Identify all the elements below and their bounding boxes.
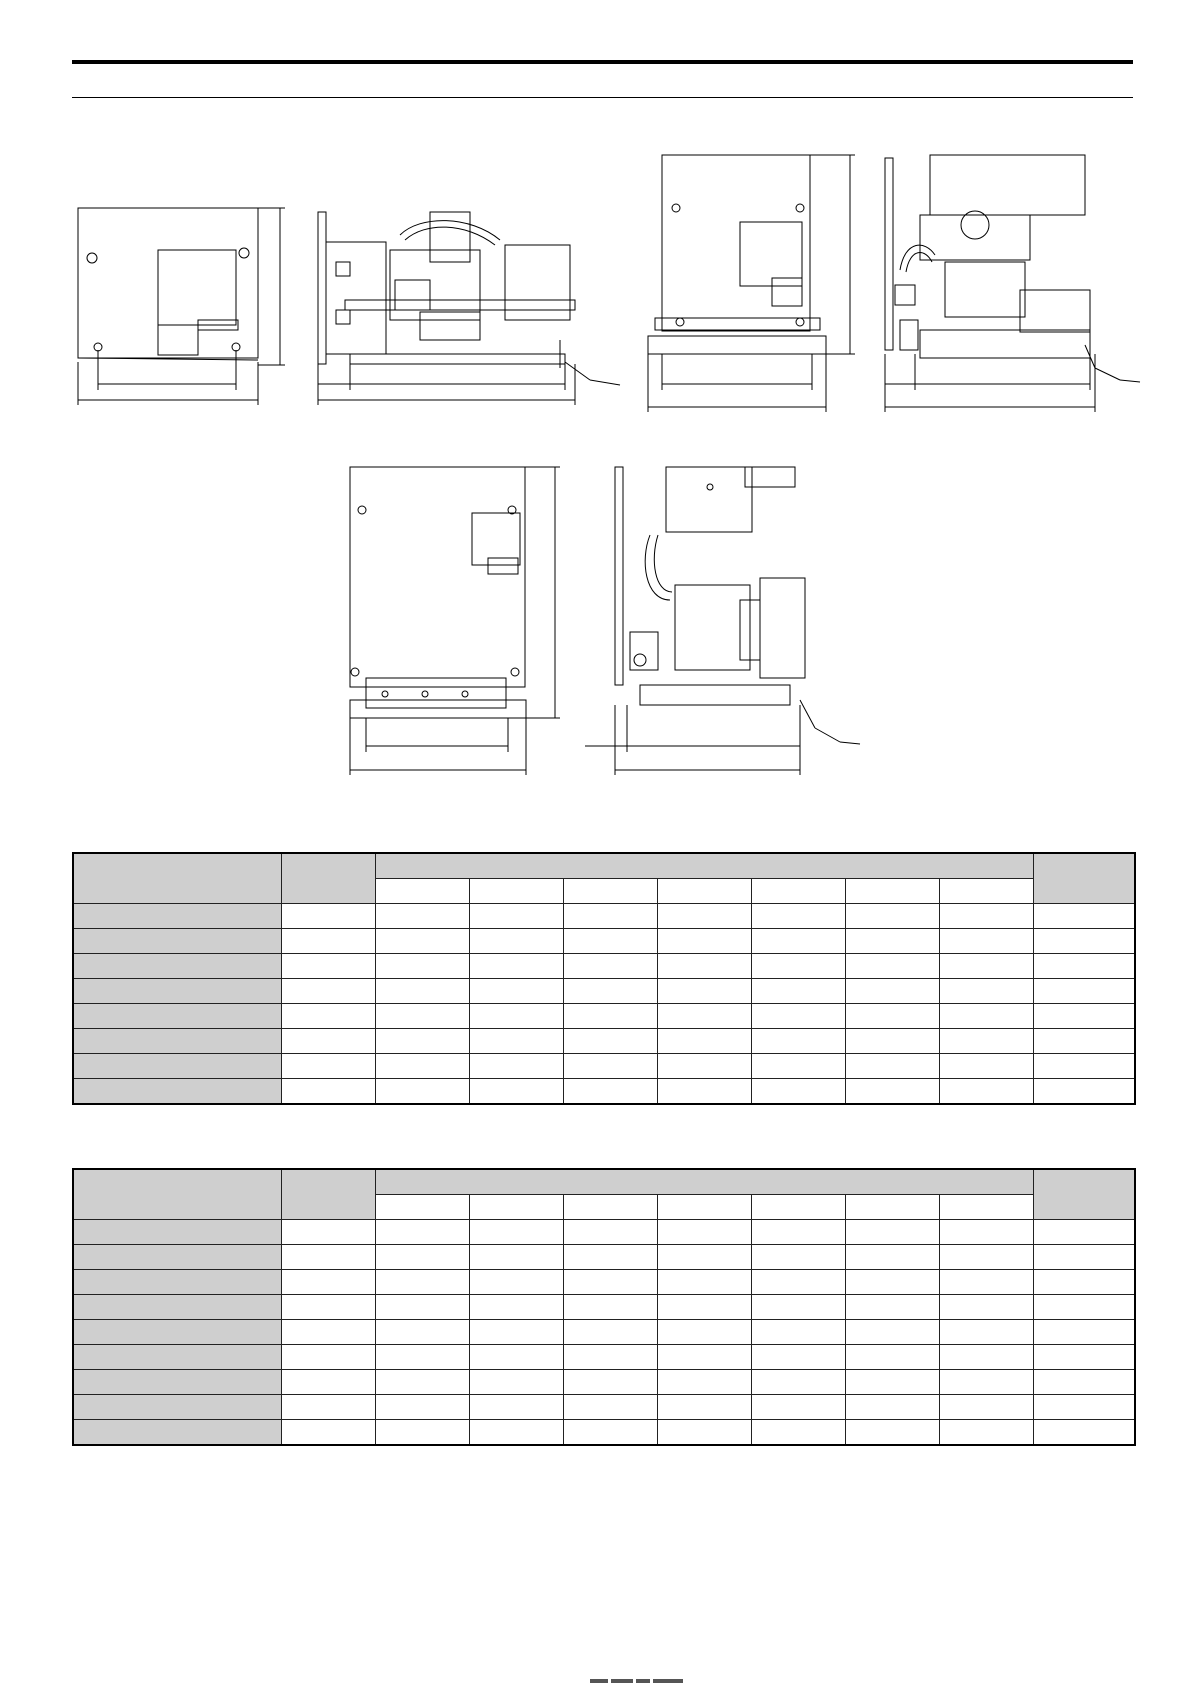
table-row	[73, 904, 1135, 929]
header-dim-1	[375, 879, 469, 904]
dimension-table-1	[72, 852, 1136, 1105]
table-row	[73, 1395, 1135, 1420]
header-dim-7	[939, 1195, 1033, 1220]
header-dimensions	[375, 853, 1033, 879]
header-figure	[281, 853, 375, 904]
header-figure	[281, 1169, 375, 1220]
reactor-large-front-view	[350, 467, 560, 775]
table-row	[73, 1220, 1135, 1245]
reactor-small-side-view	[318, 212, 620, 405]
table-row	[73, 1420, 1135, 1446]
header-dim-5	[751, 879, 845, 904]
table-row	[73, 1054, 1135, 1079]
header-dim-4	[657, 879, 751, 904]
table-row	[73, 954, 1135, 979]
header-weight	[1033, 853, 1135, 904]
header-dim-3	[563, 879, 657, 904]
header-dim-6	[845, 879, 939, 904]
header-model	[73, 853, 281, 904]
header-dim-1	[375, 1195, 469, 1220]
table-row	[73, 1295, 1135, 1320]
table-row	[73, 1029, 1135, 1054]
dimension-drawings	[0, 0, 1191, 800]
header-dim-7	[939, 879, 1033, 904]
table-row	[73, 1320, 1135, 1345]
header-dim-3	[563, 1195, 657, 1220]
reactor-medium-side-view	[885, 155, 1140, 412]
header-dim-5	[751, 1195, 845, 1220]
table-row	[73, 1079, 1135, 1105]
footer-faint-text	[590, 1672, 730, 1682]
table-row	[73, 929, 1135, 954]
table-row	[73, 1245, 1135, 1270]
dimension-table-2	[72, 1168, 1136, 1446]
reactor-small-front-view	[78, 208, 285, 405]
table-row	[73, 1270, 1135, 1295]
header-dim-6	[845, 1195, 939, 1220]
header-weight	[1033, 1169, 1135, 1220]
table-row	[73, 1004, 1135, 1029]
reactor-large-side-view	[585, 467, 860, 775]
header-dim-4	[657, 1195, 751, 1220]
header-dim-2	[469, 879, 563, 904]
table-row	[73, 1370, 1135, 1395]
table-row	[73, 1345, 1135, 1370]
header-dimensions	[375, 1169, 1033, 1195]
header-dim-2	[469, 1195, 563, 1220]
header-model	[73, 1169, 281, 1220]
reactor-medium-front-view	[648, 155, 855, 412]
table-row	[73, 979, 1135, 1004]
